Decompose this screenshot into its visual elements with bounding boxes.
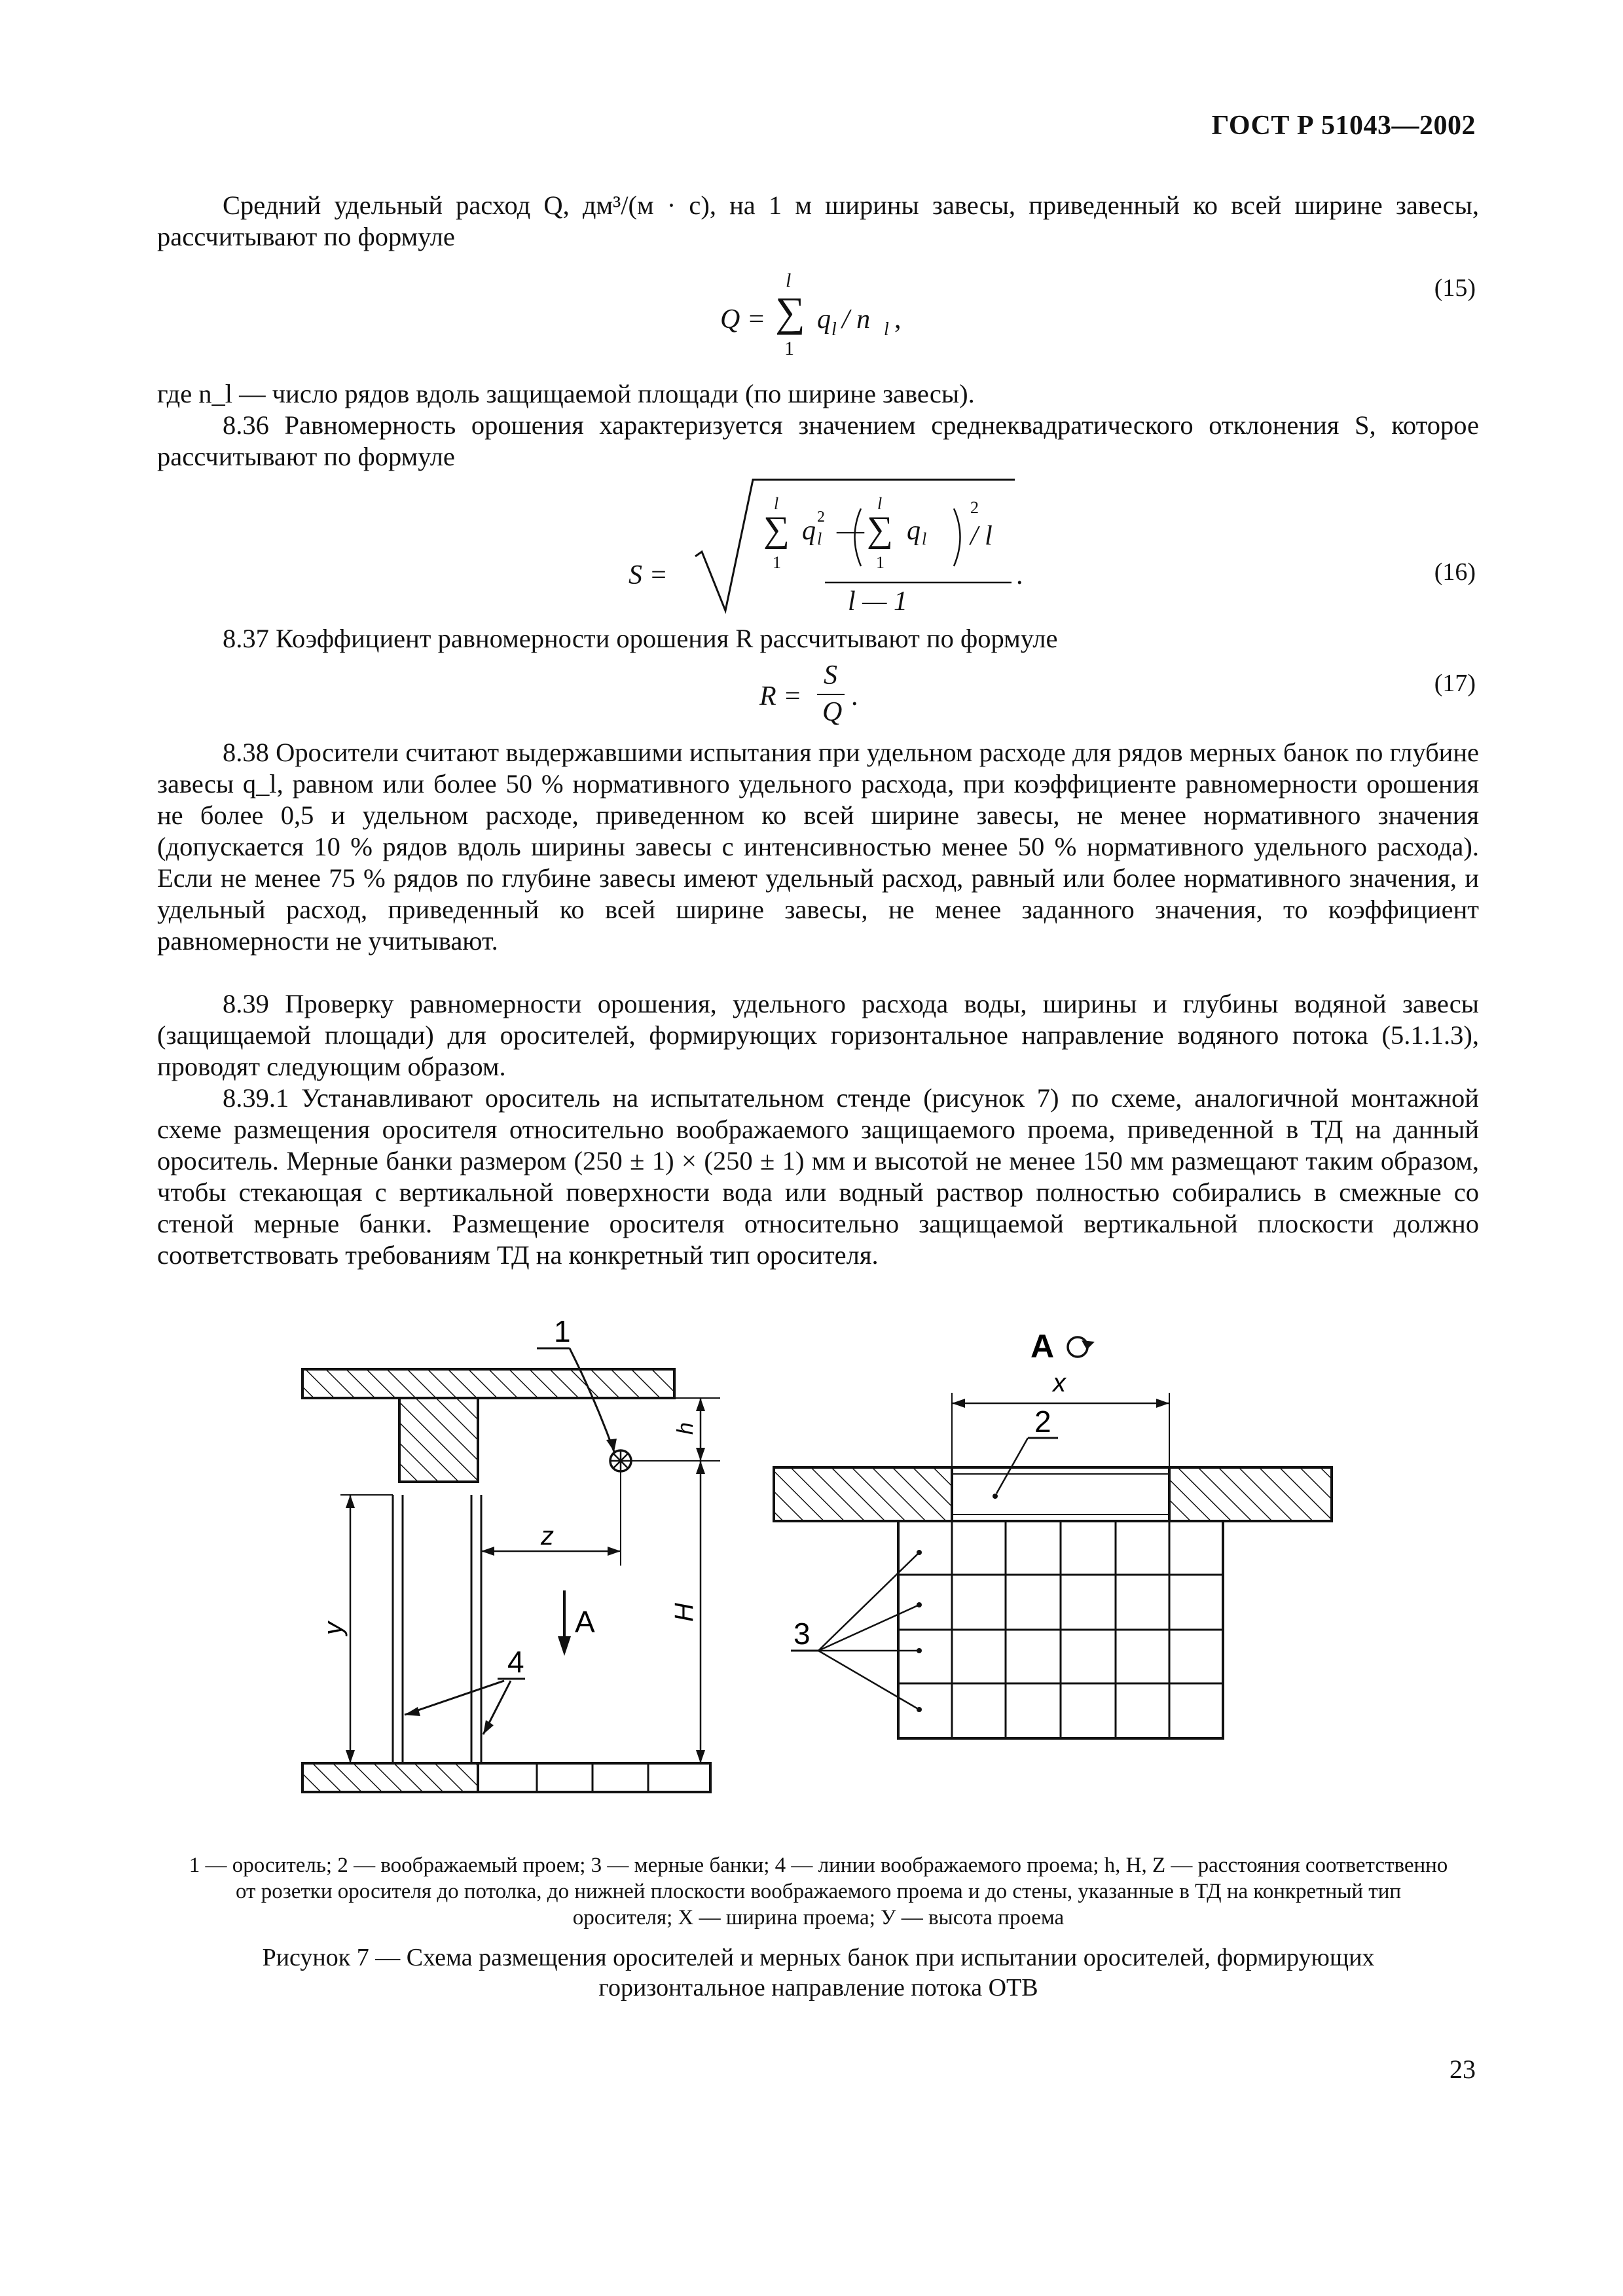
formula-16-outer-sq: 2 bbox=[970, 498, 979, 517]
formula-16-q2-sub: l bbox=[922, 529, 927, 548]
formula-17-lhs: R = bbox=[759, 681, 802, 711]
formula-15-sum-top: l bbox=[786, 270, 792, 291]
formula-16-q2: q bbox=[907, 516, 921, 546]
rotation-icon bbox=[1068, 1337, 1087, 1357]
formula-16 bbox=[629, 475, 1021, 625]
formula-16-q1-sq: 2 bbox=[817, 509, 825, 526]
imaginary-opening bbox=[952, 1467, 1169, 1521]
page-number: 23 bbox=[1450, 2054, 1476, 2084]
figure-caption: Рисунок 7 — Схема размещения оросителей и мерных банок при испытании оросителей, формирующих горизонтальное направление потока ОТВ bbox=[262, 1944, 1375, 2001]
label-3: 3 bbox=[793, 1617, 811, 1651]
formula-16-sum1-top: l bbox=[774, 494, 779, 513]
formula-16-sum1-bottom: 1 bbox=[773, 553, 781, 572]
label-2: 2 bbox=[1034, 1405, 1051, 1439]
formula-16-q1-sub: l bbox=[817, 529, 822, 548]
formula-16-q1: q bbox=[802, 516, 816, 546]
formula-15-n-sub: l bbox=[884, 319, 889, 340]
formula-16-number: (16) bbox=[1434, 558, 1476, 586]
formula-15 bbox=[720, 270, 982, 368]
document-header: ГОСТ Р 51043—2002 bbox=[1211, 111, 1476, 141]
wall-left-segment bbox=[774, 1467, 952, 1521]
formula-15-tail: , bbox=[894, 304, 902, 334]
ceiling-slab bbox=[302, 1369, 674, 1398]
sigma-symbol: ∑ bbox=[775, 289, 805, 335]
formula-17-numerator: S bbox=[824, 660, 837, 691]
sigma-symbol-1: ∑ bbox=[763, 509, 790, 550]
formula-16-tail: . bbox=[1016, 560, 1023, 590]
label-z: z bbox=[541, 1522, 554, 1551]
paragraph-8-37: 8.37 Коэффициент равномерности орошения R рассчитывают по формуле bbox=[223, 624, 1058, 653]
label-4: 4 bbox=[507, 1645, 524, 1679]
paragraph-where-n: где n_l — число рядов вдоль защищаемой площади (по ширине завесы). bbox=[157, 379, 975, 408]
formula-16-sum2-top: l bbox=[877, 494, 883, 513]
formula-15-n: / n bbox=[842, 304, 871, 334]
paragraph-8-36: 8.36 Равномерность орошения характеризуется значением среднеквадратического отклонения S, которое рассчитывают по формуле bbox=[157, 410, 1479, 471]
figure-legend: 1 — ороситель; 2 — воображаемый проем; 3 — мерные банки; 4 — линии воображаемого проема; h, H, Z — расстояния соответственно от розетки оросителя до потолка, до нижней плоскости воображаемого проема и до стены, указанные в ТД на конкретный тип оросителя; X — ширина проема; У — высота проема bbox=[189, 1854, 1448, 1929]
formula-16-over-l: / l bbox=[970, 521, 993, 551]
label-arrow-a: A bbox=[575, 1605, 595, 1639]
formula-16-sum2-bottom: 1 bbox=[876, 553, 884, 572]
formula-17-number: (17) bbox=[1434, 670, 1476, 697]
formula-15-sum-bottom: 1 bbox=[784, 338, 794, 359]
label-h: h bbox=[673, 1422, 698, 1435]
formula-15-q: q bbox=[817, 304, 831, 334]
label-H: H bbox=[670, 1603, 699, 1622]
fraction-bar bbox=[817, 694, 845, 695]
figure-7-diagram bbox=[0, 1309, 1623, 1833]
sigma-symbol-2: ∑ bbox=[867, 509, 893, 550]
formula-17-tail: . bbox=[851, 681, 858, 711]
paragraph-mean-flow: Средний удельный расход Q, дм³/(м · с), на 1 м ширины завесы, приведенный ко всей ширине завесы, рассчитывают по формуле bbox=[157, 190, 1479, 251]
floor-slab bbox=[302, 1763, 478, 1792]
formula-15-q-sub: l bbox=[831, 319, 837, 340]
left-side-view bbox=[302, 1348, 720, 1792]
paragraph-8-38: 8.38 Оросители считают выдержавшими испытания при удельном расходе для рядов мерных банок по глубине завесы q_l, равном или более 50 % нормативного удельного расхода, при коэффициенте равномерности орошения не более 0,5 и удельном расходе, приведенном ко всей ширине завесы, не менее нормативного значения (допускается 10 % рядов вдоль ширины завесы с интенсивностью менее 50 % нормативного удельного расхода). Если не менее 75 % рядов по глубине завесы имеют удельный расход, равный или более нормативного значения, и удельный расход, приведенный ко всей ширине завесы, не менее заданного значения, то коэффициент равномерности не учитывают. bbox=[157, 738, 1479, 956]
paragraph-8-39-1: 8.39.1 Устанавливают ороситель на испытательном стенде (рисунок 7) по схеме, аналогичной монтажной схеме размещения оросителя относительно воображаемого защищаемого проема, приведенной в ТД на данный ороситель. Мерные банки размером (250 ± 1) × (250 ± 1) мм и высотой не менее 150 мм размещают таким образом, чтобы стекающая с вертикальной поверхности вода или водный раствор полностью собирались в смежные со стеной мерные банки. Размещение оросителя относительно защищаемой вертикальной плоскости должно соответствовать требованиям ТД на конкретный тип оросителя. bbox=[157, 1083, 1479, 1270]
formula-15-number: (15) bbox=[1434, 274, 1476, 302]
label-1: 1 bbox=[554, 1314, 571, 1348]
wall-right-segment bbox=[1169, 1467, 1332, 1521]
formula-16-denominator: l — 1 bbox=[848, 586, 908, 617]
formula-16-lhs: S = bbox=[629, 560, 668, 590]
paragraph-8-39: 8.39 Проверку равномерности орошения, удельного расхода воды, ширины и глубины водяной завесы (защищаемой площади) для оросителей, формирующих горизонтальное направление водяного потока (5.1.1.3), проводят следующим образом. bbox=[157, 989, 1479, 1081]
label-x: x bbox=[1053, 1369, 1066, 1397]
label-y: y bbox=[319, 1622, 348, 1635]
formula-17 bbox=[759, 660, 890, 738]
formula-15-lhs: Q = bbox=[720, 304, 766, 334]
formula-16-minus: — bbox=[837, 516, 864, 546]
label-view-a: A bbox=[1030, 1328, 1055, 1365]
wall-beam bbox=[399, 1398, 478, 1482]
formula-17-denominator: Q bbox=[822, 697, 843, 727]
floor-jars-row bbox=[478, 1763, 710, 1792]
